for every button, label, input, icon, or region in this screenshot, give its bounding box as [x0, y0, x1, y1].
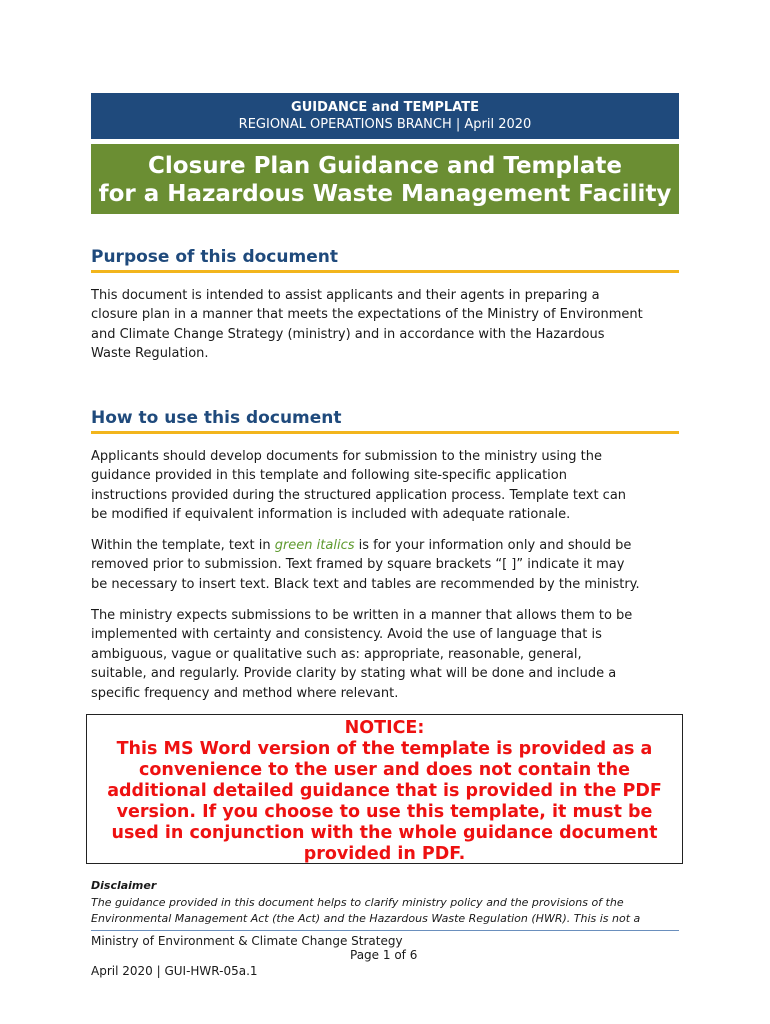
- footer-ministry: Ministry of Environment & Climate Change Strategy: [91, 934, 403, 948]
- purpose-line: closure plan in a manner that meets the expectations of the Ministry of Environment: [91, 307, 643, 323]
- footer-divider: [91, 930, 679, 931]
- branch-date-label: REGIONAL OPERATIONS BRANCH | April 2020: [238, 117, 532, 132]
- purpose-line: Waste Regulation.: [91, 346, 209, 362]
- how-to-line: Applicants should develop documents for submission to the ministry using the: [91, 449, 602, 464]
- notice-title: NOTICE:: [344, 718, 425, 738]
- disclaimer-line: Environmental Management Act (the Act) and the Hazardous Waste Regulation (HWR). This is not a: [91, 912, 641, 925]
- how-to-paragraph-2: [91, 536, 681, 594]
- how-to-line: implemented with certainty and consistency. Avoid the use of language that is: [91, 627, 602, 643]
- footer-page-number: Page 1 of 6: [350, 948, 418, 962]
- notice-line: used in conjunction with the whole guidance document: [111, 823, 658, 843]
- how-to-line: suitable, and regularly. Provide clarity by stating what will be done and include a: [91, 666, 617, 682]
- notice-box: [86, 714, 683, 864]
- green-italics-sample: green italics: [274, 538, 355, 553]
- document-title-line-2: for a Hazardous Waste Management Facility: [98, 181, 672, 207]
- how-to-line: guidance provided in this template and following site-specific application: [91, 468, 567, 484]
- how-to-line: be modified if equivalent information is included with adequate rationale.: [91, 507, 571, 523]
- notice-line: This MS Word version of the template is provided as a: [116, 739, 653, 759]
- document-title-line-1: Closure Plan Guidance and Template: [148, 153, 622, 179]
- purpose-line: and Climate Change Strategy (ministry) and in accordance with the Hazardous: [91, 326, 605, 342]
- purpose-line: This document is intended to assist applicants and their agents in preparing a: [91, 288, 600, 303]
- notice-line: convenience to the user and does not contain the: [138, 760, 630, 780]
- how-to-line: instructions provided during the structured application process. Template text can: [91, 487, 627, 503]
- how-to-paragraph-3: [91, 606, 681, 703]
- disclaimer-line: The guidance provided in this document helps to clarify ministry policy and the provisions of the: [91, 896, 624, 909]
- how-to-heading: How to use this document: [91, 408, 679, 434]
- document-type-label: GUIDANCE and TEMPLATE: [291, 100, 479, 115]
- purpose-heading: Purpose of this document: [91, 247, 679, 273]
- disclaimer-title: Disclaimer: [91, 879, 157, 892]
- how-to-line: specific frequency and method where relevant.: [91, 685, 399, 701]
- notice-line: additional detailed guidance that is provided in the PDF: [107, 781, 662, 801]
- document-header-banner: [91, 93, 679, 139]
- how-to-paragraph-1: [91, 447, 681, 525]
- document-title-banner: [91, 144, 679, 214]
- notice-line: version. If you choose to use this template, it must be: [116, 802, 653, 822]
- purpose-paragraph: [91, 286, 681, 364]
- how-to-line: be necessary to insert text. Black text and tables are recommended by the ministry.: [91, 576, 640, 592]
- text-before-green: Within the template, text in: [91, 538, 275, 553]
- how-to-line: [91, 536, 681, 555]
- how-to-line: ambiguous, vague or qualitative such as: appropriate, reasonable, general,: [91, 646, 582, 662]
- footer-date-code: April 2020 | GUI-HWR-05a.1: [91, 964, 258, 978]
- text-after-green: is for your information only and should be: [354, 538, 632, 553]
- notice-line: provided in PDF.: [303, 844, 466, 864]
- how-to-line: removed prior to submission. Text framed by square brackets “[ ]” indicate it may: [91, 557, 625, 573]
- disclaimer-text: [91, 895, 681, 927]
- how-to-line: The ministry expects submissions to be written in a manner that allows them to be: [91, 608, 633, 623]
